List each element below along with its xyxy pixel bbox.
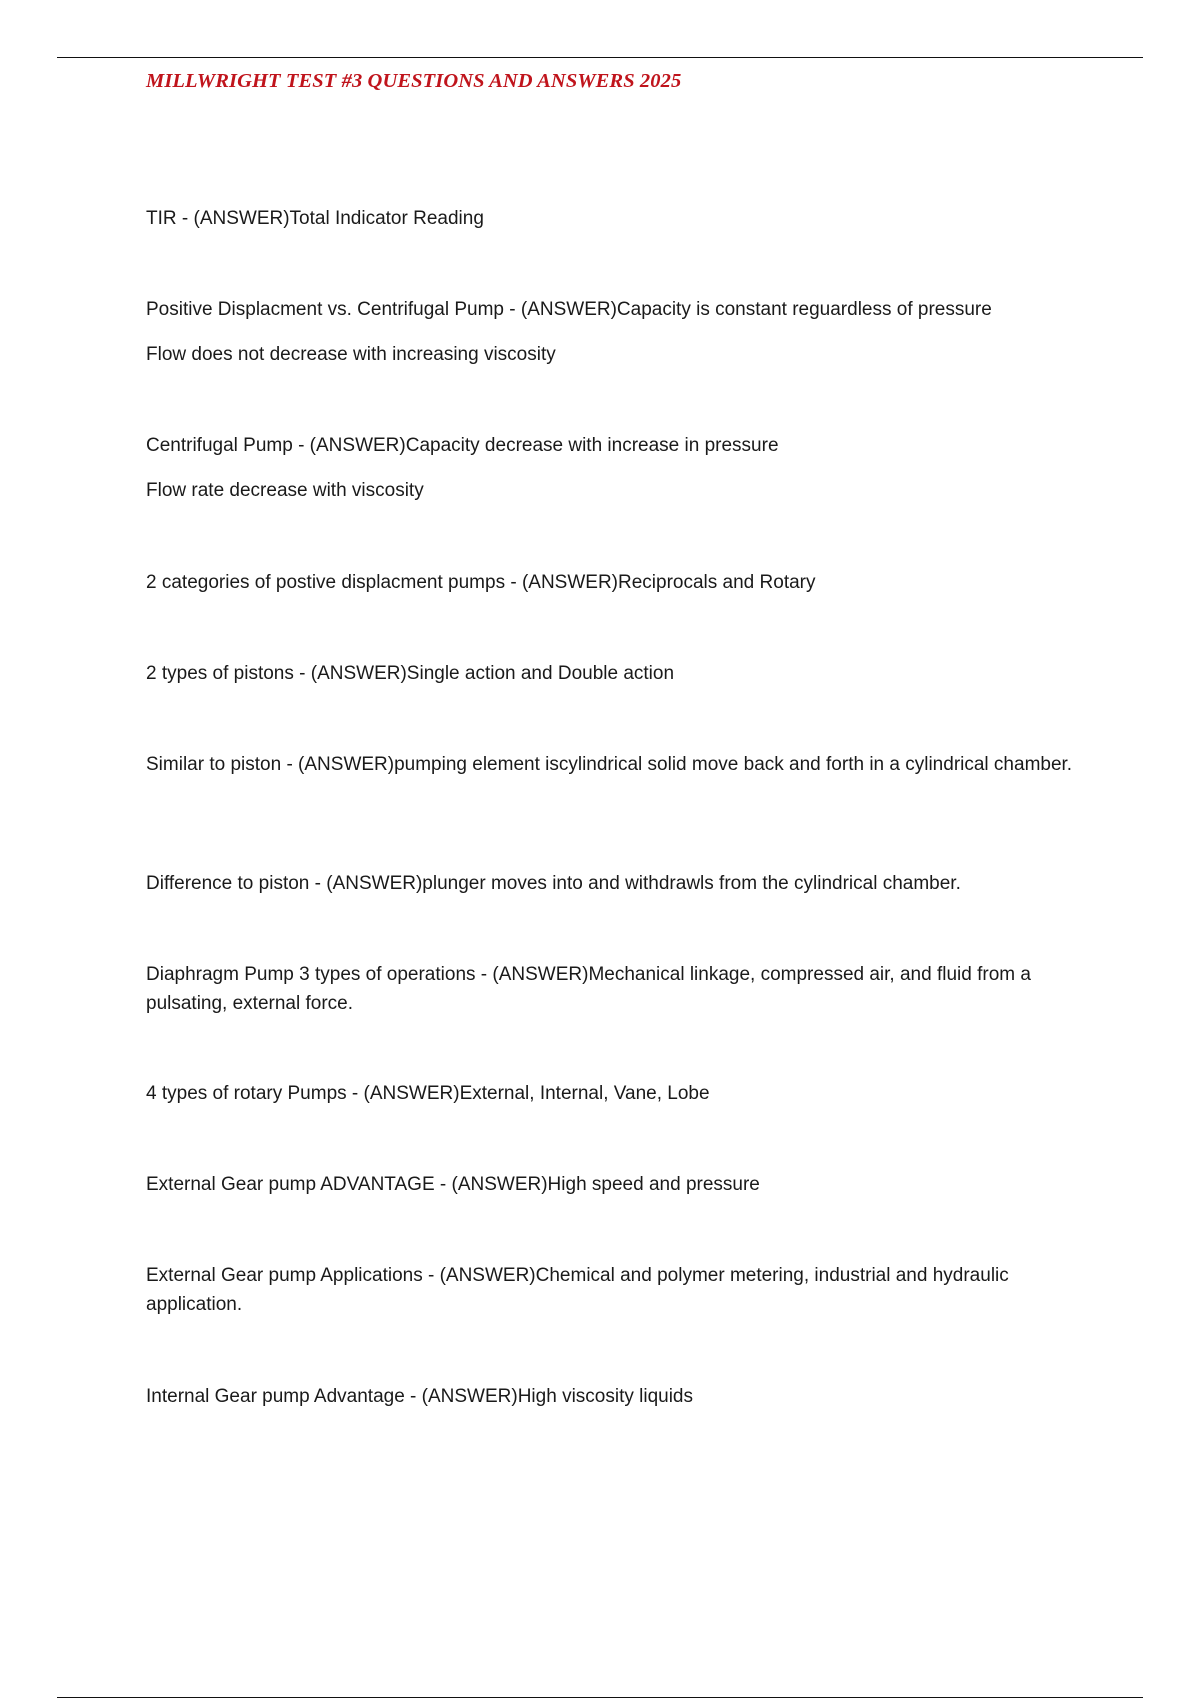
qa-entry-positive-vs-centrifugal [146,295,1091,369]
qa-entry-external-gear-advantage [146,1170,1091,1199]
qa-line: Flow rate decrease with viscosity [146,480,424,501]
qa-line: 4 types of rotary Pumps - (ANSWER)External, Internal, Vane, Lobe [146,1083,710,1104]
qa-line: Centrifugal Pump - (ANSWER)Capacity decrease with increase in pressure [146,435,779,456]
footer-rule [57,1697,1143,1698]
qa-line: External Gear pump ADVANTAGE - (ANSWER)High speed and pressure [146,1174,760,1195]
qa-line: Positive Displacment vs. Centrifugal Pump - (ANSWER)Capacity is constant reguardless of pressure [146,299,992,320]
qa-entry-diaphragm-pump [146,960,1091,1018]
qa-line: Similar to piston - (ANSWER)pumping element iscylindrical solid move back and forth in a cylindrical chamber. [146,754,1073,775]
qa-line: Internal Gear pump Advantage - (ANSWER)High viscosity liquids [146,1386,694,1407]
qa-entry-external-gear-applications [146,1261,1091,1319]
qa-entry-similar-to-piston [146,750,1091,779]
qa-entry-pd-categories [146,568,1091,597]
qa-entry-piston-types [146,659,1091,688]
qa-line: Flow does not decrease with increasing viscosity [146,344,556,365]
qa-line: Diaphragm Pump 3 types of operations - (ANSWER)Mechanical linkage, compressed air, and fluid from a pulsating, external force. [146,964,1031,1014]
qa-entry-rotary-pumps [146,1079,1091,1108]
qa-line: External Gear pump Applications - (ANSWER)Chemical and polymer metering, industrial and hydraulic application. [146,1265,1009,1315]
qa-entry-difference-to-piston [146,869,1091,898]
document-title: MILLWRIGHT TEST #3 QUESTIONS AND ANSWERS 2025 [146,70,682,92]
qa-line: Difference to piston - (ANSWER)plunger moves into and withdrawls from the cylindrical chamber. [146,873,961,894]
qa-entry-internal-gear-advantage [146,1382,1091,1411]
qa-entry-centrifugal-pump [146,431,1091,505]
qa-line: TIR - (ANSWER)Total Indicator Reading [146,208,484,229]
qa-entry-tir [146,204,1091,233]
qa-line: 2 categories of postive displacment pumps - (ANSWER)Reciprocals and Rotary [146,572,816,593]
header-rule [57,57,1143,58]
qa-line: 2 types of pistons - (ANSWER)Single action and Double action [146,663,675,684]
